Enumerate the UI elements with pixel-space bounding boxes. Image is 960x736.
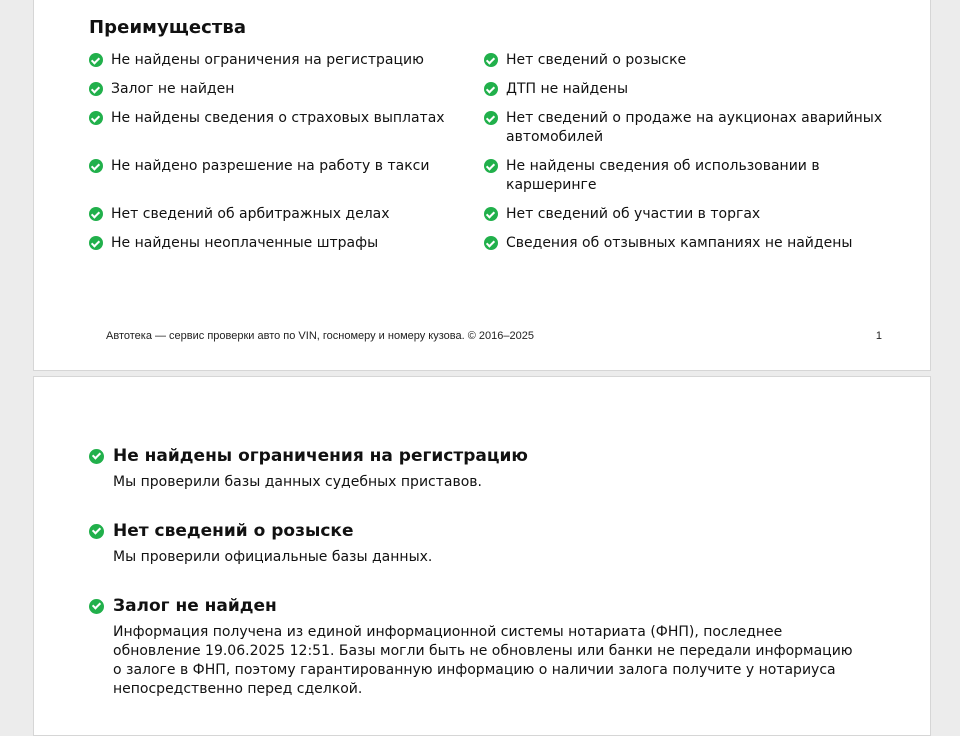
check-circle-icon bbox=[89, 159, 103, 173]
benefit-text: ДТП не найдены bbox=[506, 81, 629, 97]
check-circle-icon bbox=[484, 53, 498, 67]
detail-title: Залог не найден bbox=[113, 596, 277, 616]
benefit-text: Нет сведений об арбитражных делах bbox=[111, 206, 390, 222]
benefit-item bbox=[89, 109, 484, 157]
detail-title: Не найдены ограничения на регистрацию bbox=[113, 446, 528, 466]
check-circle-icon bbox=[89, 599, 104, 614]
benefit-item bbox=[89, 234, 484, 263]
report-page-2 bbox=[33, 376, 931, 736]
benefit-text: Залог не найден bbox=[111, 81, 235, 97]
benefit-item bbox=[89, 157, 484, 205]
benefit-text: Нет сведений об участии в торгах bbox=[506, 206, 761, 222]
benefit-text: Нет сведений о продаже на аукционах аварийных автомобилей bbox=[506, 110, 883, 145]
benefit-item bbox=[89, 205, 484, 234]
detail-heading bbox=[89, 445, 849, 467]
benefit-item bbox=[484, 205, 884, 234]
detail-heading bbox=[89, 595, 849, 617]
check-circle-icon bbox=[89, 82, 103, 96]
benefit-item bbox=[484, 157, 884, 205]
detail-section bbox=[89, 595, 853, 699]
benefit-item bbox=[484, 51, 884, 80]
benefit-text: Не найдены ограничения на регистрацию bbox=[111, 52, 424, 68]
benefit-item bbox=[89, 80, 484, 109]
check-circle-icon bbox=[89, 111, 103, 125]
check-circle-icon bbox=[89, 524, 104, 539]
section-title: Преимущества bbox=[89, 17, 247, 38]
detail-heading bbox=[89, 520, 849, 542]
benefit-item bbox=[89, 51, 484, 80]
benefit-text: Не найдены сведения о страховых выплатах bbox=[111, 110, 445, 126]
check-circle-icon bbox=[89, 449, 104, 464]
detail-text: Мы проверили базы данных судебных приставов. bbox=[113, 474, 482, 490]
benefit-text: Не найдены неоплаченные штрафы bbox=[111, 235, 379, 251]
page-number: 1 bbox=[875, 330, 882, 342]
check-circle-icon bbox=[484, 111, 498, 125]
benefit-item bbox=[484, 109, 884, 157]
benefit-text: Сведения об отзывных кампаниях не найдены bbox=[506, 235, 853, 251]
benefit-item bbox=[484, 80, 884, 109]
check-circle-icon bbox=[89, 53, 103, 67]
report-page-1 bbox=[33, 0, 931, 371]
benefit-item bbox=[484, 234, 884, 263]
detail-section bbox=[89, 445, 849, 492]
page-footer-text: Автотека — сервис проверки авто по VIN, госномеру и номеру кузова. © 2016–2025 bbox=[106, 330, 534, 342]
benefit-text: Не найдено разрешение на работу в такси bbox=[111, 158, 430, 174]
check-circle-icon bbox=[89, 236, 103, 250]
detail-text: Мы проверили официальные базы данных. bbox=[113, 549, 433, 565]
benefit-text: Не найдены сведения об использовании в каршеринге bbox=[506, 158, 820, 193]
check-circle-icon bbox=[484, 159, 498, 173]
detail-text: Информация получена из единой информационной системы нотариата (ФНП), последнее обновление 19.06.2025 12:51. Базы могли быть не обновлены или банки не передали информацию о залоге в ФНП, поэтому гарантированную информацию о наличии залога получите у нотариуса непосредственно перед сделкой. bbox=[113, 624, 853, 697]
check-circle-icon bbox=[484, 207, 498, 221]
benefit-text: Нет сведений о розыске bbox=[506, 52, 687, 68]
check-circle-icon bbox=[89, 207, 103, 221]
detail-title: Нет сведений о розыске bbox=[113, 521, 354, 541]
detail-section bbox=[89, 520, 849, 567]
check-circle-icon bbox=[484, 236, 498, 250]
check-circle-icon bbox=[484, 82, 498, 96]
benefits-list bbox=[89, 51, 889, 263]
